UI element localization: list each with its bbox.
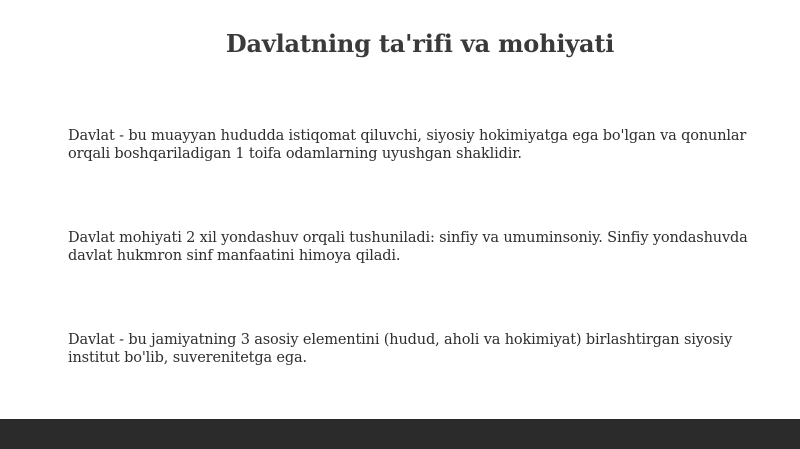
paragraph-essence: Davlat mohiyati 2 xil yondashuv orqali tushuniladi: sinfiy va umuminsoniy. Sinfiy yondashuvda davlat hukmron sinf manfaatini himoya qiladi. (68, 230, 748, 264)
paragraph-definition: Davlat - bu muayyan hududda istiqomat qiluvchi, siyosiy hokimiyatga ega bo'lgan va qonunlar orqali boshqariladigan 1 toifa odamlarning uyushgan shaklidir. (68, 128, 747, 162)
slide-title: Davlatning ta'rifi va mohiyati (225, 29, 615, 58)
footer-bar (0, 419, 800, 449)
paragraph-elements: Davlat - bu jamiyatning 3 asosiy elementini (hudud, aholi va hokimiyat) birlashtirgan siyosiy institut bo'lib, suverenitetga ega. (68, 332, 733, 366)
